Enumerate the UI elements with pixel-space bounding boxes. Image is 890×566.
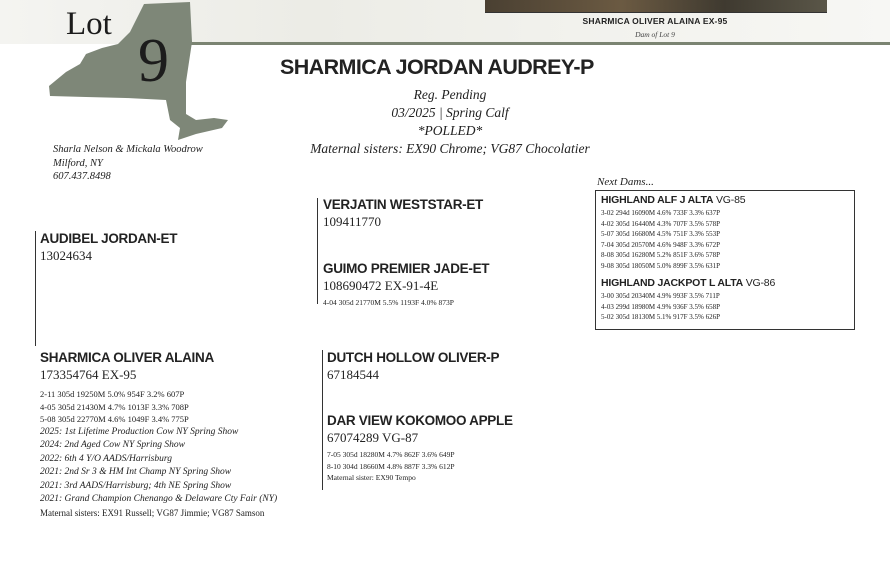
dam-name: SHARMICA OLIVER ALAINA: [40, 350, 214, 365]
record-line: 7-04 305d 20570M 4.6% 948F 3.3% 672P: [601, 240, 721, 249]
sire-dam-reg: 108690472 EX-91-4E: [323, 278, 439, 293]
record-line: 5-08 305d 22770M 4.6% 1049F 3.4% 775P: [40, 414, 189, 424]
honor-line: 2022: 6th 4 Y/O AADS/Harrisburg: [40, 453, 172, 464]
sire-dam-name: GUIMO PREMIER JADE-ET: [323, 261, 490, 276]
next-dam-records: [601, 208, 849, 271]
registration-status: Reg. Pending: [413, 87, 487, 102]
honor-line: 2021: 2nd Sr 3 & HM Int Champ NY Spring Show: [40, 467, 232, 477]
dam-photo-subcaption: Dam of Lot 9: [635, 30, 675, 39]
record-line: 8-10 304d 18660M 4.8% 887F 3.3% 612P: [327, 461, 455, 471]
next-dam-score: VG-85: [716, 194, 746, 206]
record-line: 9-08 305d 18050M 5.0% 899F 3.5% 631P: [601, 261, 721, 270]
next-dam-records: [601, 291, 849, 323]
dam-dam-name: DAR VIEW KOKOMOO APPLE: [327, 413, 513, 428]
maternal-sisters-main: Maternal sisters: EX90 Chrome; VG87 Chocolatier: [310, 141, 590, 156]
next-dam-name: [601, 277, 849, 289]
dam-sire-reg: 67184544: [327, 367, 379, 382]
sire-dam-records: [323, 297, 489, 310]
consignor-phone: 607.437.8498: [53, 171, 111, 182]
sire-block: [40, 231, 177, 264]
record-line: 3-00 305d 20340M 4.9% 993F 3.5% 711P: [601, 292, 720, 300]
record-line: 5-07 305d 16680M 4.5% 751F 3.3% 553P: [601, 230, 721, 238]
lot-number: 9: [138, 27, 169, 95]
honor-line: 2024: 2nd Aged Cow NY Spring Show: [40, 440, 185, 450]
main-animal-name: SHARMICA JORDAN AUDREY-P: [280, 55, 594, 79]
consignor-names: Sharla Nelson & Mickala Woodrow: [53, 144, 203, 155]
main-animal-info: [270, 86, 630, 158]
record-line: 4-05 305d 21430M 4.7% 1013F 3.3% 708P: [40, 401, 189, 412]
consignor-info: [53, 143, 203, 184]
dam-dam-records: [327, 449, 513, 484]
sire-parents-bracket: [317, 198, 318, 304]
sire-bracket: [35, 231, 36, 346]
record-line: 2-11 305d 19250M 5.0% 954F 3.2% 607P: [40, 389, 185, 399]
dam-reg: 173354764 EX-95: [40, 367, 137, 382]
honor-line: 2025: 1st Lifetime Production Cow NY Spring Show: [40, 426, 239, 437]
dam-dam-reg: 67074289 VG-87: [327, 430, 419, 445]
dam-records: [40, 388, 277, 426]
record-line: 5-02 305d 18130M 5.1% 917F 3.5% 626P: [601, 313, 721, 321]
polled-status: *POLLED*: [417, 123, 483, 138]
record-line: 3-02 294d 16090M 4.6% 733F 3.3% 637P: [601, 209, 721, 217]
honor-line: 2021: Grand Champion Chenango & Delaware Cty Fair (NY): [40, 494, 278, 504]
dam-photo: [485, 0, 827, 13]
sire-sire-block: [323, 197, 483, 230]
next-dams-box: [595, 190, 855, 330]
dam-honors: [40, 426, 277, 507]
next-dams-label: Next Dams...: [597, 176, 654, 188]
record-line: 8-08 305d 16280M 5.2% 851F 3.6% 578P: [601, 251, 721, 259]
consignor-location: Milford, NY: [53, 157, 103, 169]
record-line: 4-04 305d 21770M 5.5% 1193F 4.0% 873P: [323, 298, 454, 307]
next-dam-name-text: HIGHLAND JACKPOT L ALTA: [601, 277, 744, 289]
record-line: 4-03 299d 18980M 4.9% 936F 3.5% 658P: [601, 302, 721, 311]
dam-block: [40, 350, 277, 520]
record-line: 4-02 305d 16440M 4.3% 707F 3.5% 578P: [601, 219, 721, 228]
next-dam-score: VG-86: [745, 277, 776, 289]
dam-maternal-sisters: Maternal sisters: EX91 Russell; VG87 Jimmie; VG87 Samson: [40, 507, 265, 518]
lot-label: Lot: [66, 6, 112, 42]
sire-reg: 13024634: [40, 248, 92, 263]
sire-name: AUDIBEL JORDAN-ET: [40, 231, 178, 246]
next-dam-name: [601, 194, 849, 206]
dam-parents-bracket: [322, 350, 323, 490]
dam-sire-name: DUTCH HOLLOW OLIVER-P: [327, 350, 500, 365]
sire-dam-block: [323, 261, 489, 310]
dam-dam-maternal-sister: Maternal sister: EX90 Tempo: [327, 473, 416, 482]
record-line: 7-05 305d 18280M 4.7% 862F 3.6% 649P: [327, 450, 455, 459]
honor-line: 2021: 3rd AADS/Harrisburg; 4th NE Spring Show: [40, 480, 232, 491]
header-rule: [180, 42, 890, 45]
dam-sire-block: [327, 350, 499, 383]
sire-sire-reg: 109411770: [323, 214, 382, 229]
sire-sire-name: VERJATIN WESTSTAR-ET: [323, 197, 484, 212]
birth-date: 03/2025 | Spring Calf: [391, 105, 509, 120]
next-dam-name-text: HIGHLAND ALF J ALTA: [601, 194, 714, 206]
dam-photo-caption: SHARMICA OLIVER ALAINA EX-95: [582, 16, 728, 26]
dam-dam-block: [327, 413, 513, 484]
